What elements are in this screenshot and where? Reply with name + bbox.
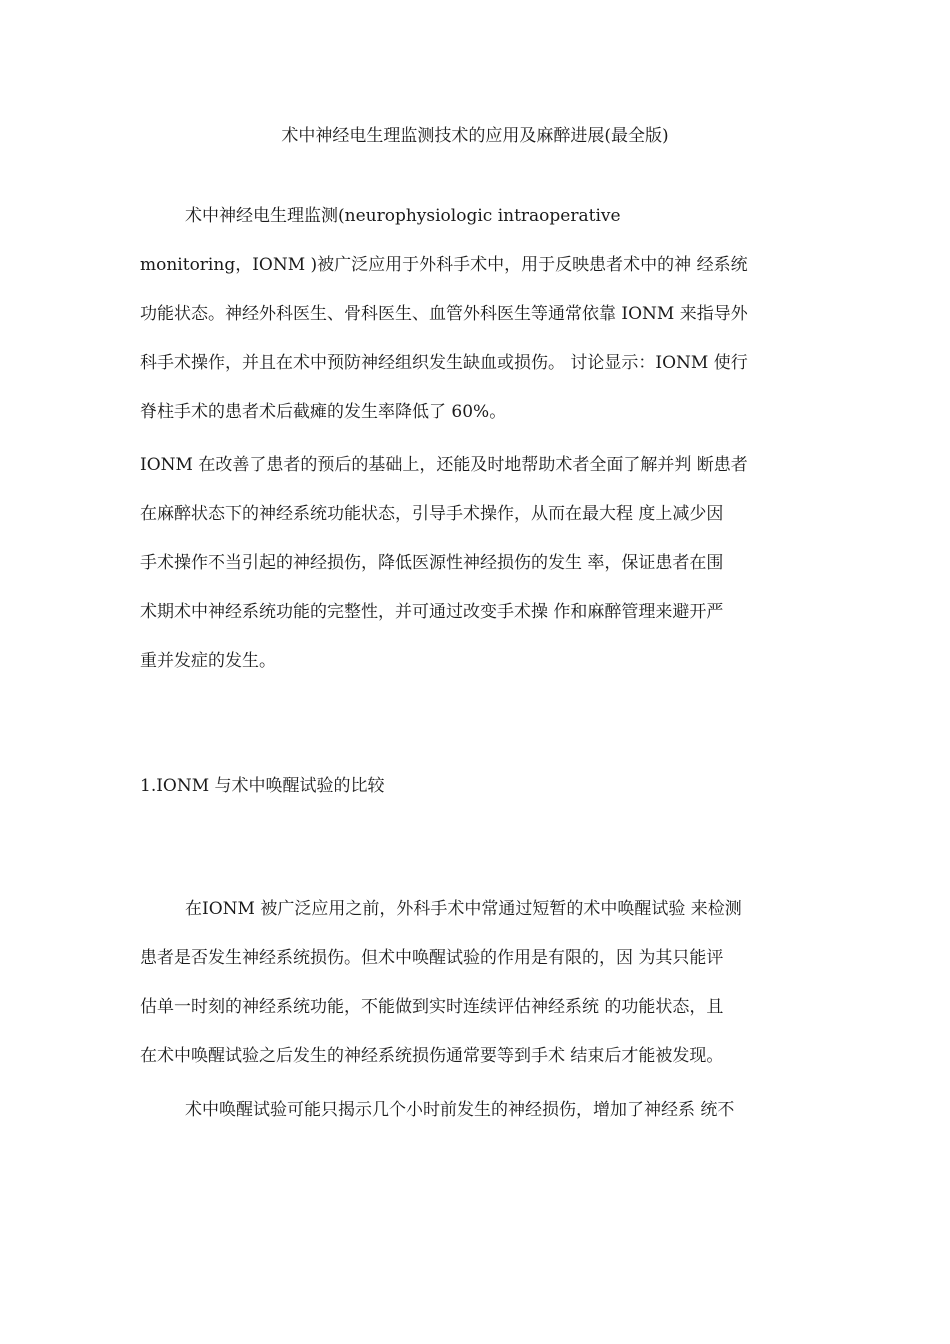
paragraph-wake-up-limits <box>140 1086 820 1135</box>
paragraph-ionm-benefits <box>140 441 820 686</box>
paragraph-line: 术期术中神经系统功能的完整性，并可通过改变手术操 作和麻醉管理来避开严 <box>140 602 724 622</box>
paragraph-line: 在术中唤醒试验之后发生的神经系统损伤通常要等到手术 结束后才能被发现。 <box>140 1046 724 1066</box>
paragraph-line: 科手术操作，并且在术中预防神经组织发生缺血或损伤。 讨论显示：IONM 使行 <box>140 353 748 373</box>
paragraph-line: 在麻醉状态下的神经系统功能状态，引导手术操作，从而在最大程 度上减少因 <box>140 504 724 524</box>
paragraph-intro <box>140 192 820 437</box>
paragraph-line: IONM 在改善了患者的预后的基础上，还能及时地帮助术者全面了解并判 断患者 <box>140 455 748 475</box>
paragraph-line: 估单一时刻的神经系统功能，不能做到实时连续评估神经系统 的功能状态，且 <box>140 997 724 1017</box>
paragraph-line: 脊柱手术的患者术后截瘫的发生率降低了 60%。 <box>140 402 507 422</box>
paragraph-wake-up-test <box>140 885 820 1081</box>
paragraph-line: monitoring，IONM )被广泛应用于外科手术中，用于反映患者术中的神 经系统 <box>140 255 748 275</box>
paragraph-line: 重并发症的发生。 <box>140 651 276 671</box>
document-title: 术中神经电生理监测技术的应用及麻醉进展(最全版) <box>281 126 669 146</box>
paragraph-line: 术中神经电生理监测(neurophysiologic intraoperative <box>185 206 621 226</box>
section-heading: 1.IONM 与术中唤醒试验的比较 <box>140 776 385 796</box>
paragraph-line: 手术操作不当引起的神经损伤，降低医源性神经损伤的发生 率，保证患者在围 <box>140 553 724 573</box>
paragraph-line: 术中唤醒试验可能只揭示几个小时前发生的神经损伤，增加了神经系 统不 <box>185 1100 735 1120</box>
paragraph-line: 患者是否发生神经系统损伤。但术中唤醒试验的作用是有限的，因 为其只能评 <box>140 948 724 968</box>
paragraph-line: 在IONM 被广泛应用之前，外科手术中常通过短暂的术中唤醒试验 来检测 <box>185 899 742 919</box>
paragraph-line: 功能状态。神经外科医生、骨科医生、血管外科医生等通常依靠 IONM 来指导外 <box>140 304 748 324</box>
